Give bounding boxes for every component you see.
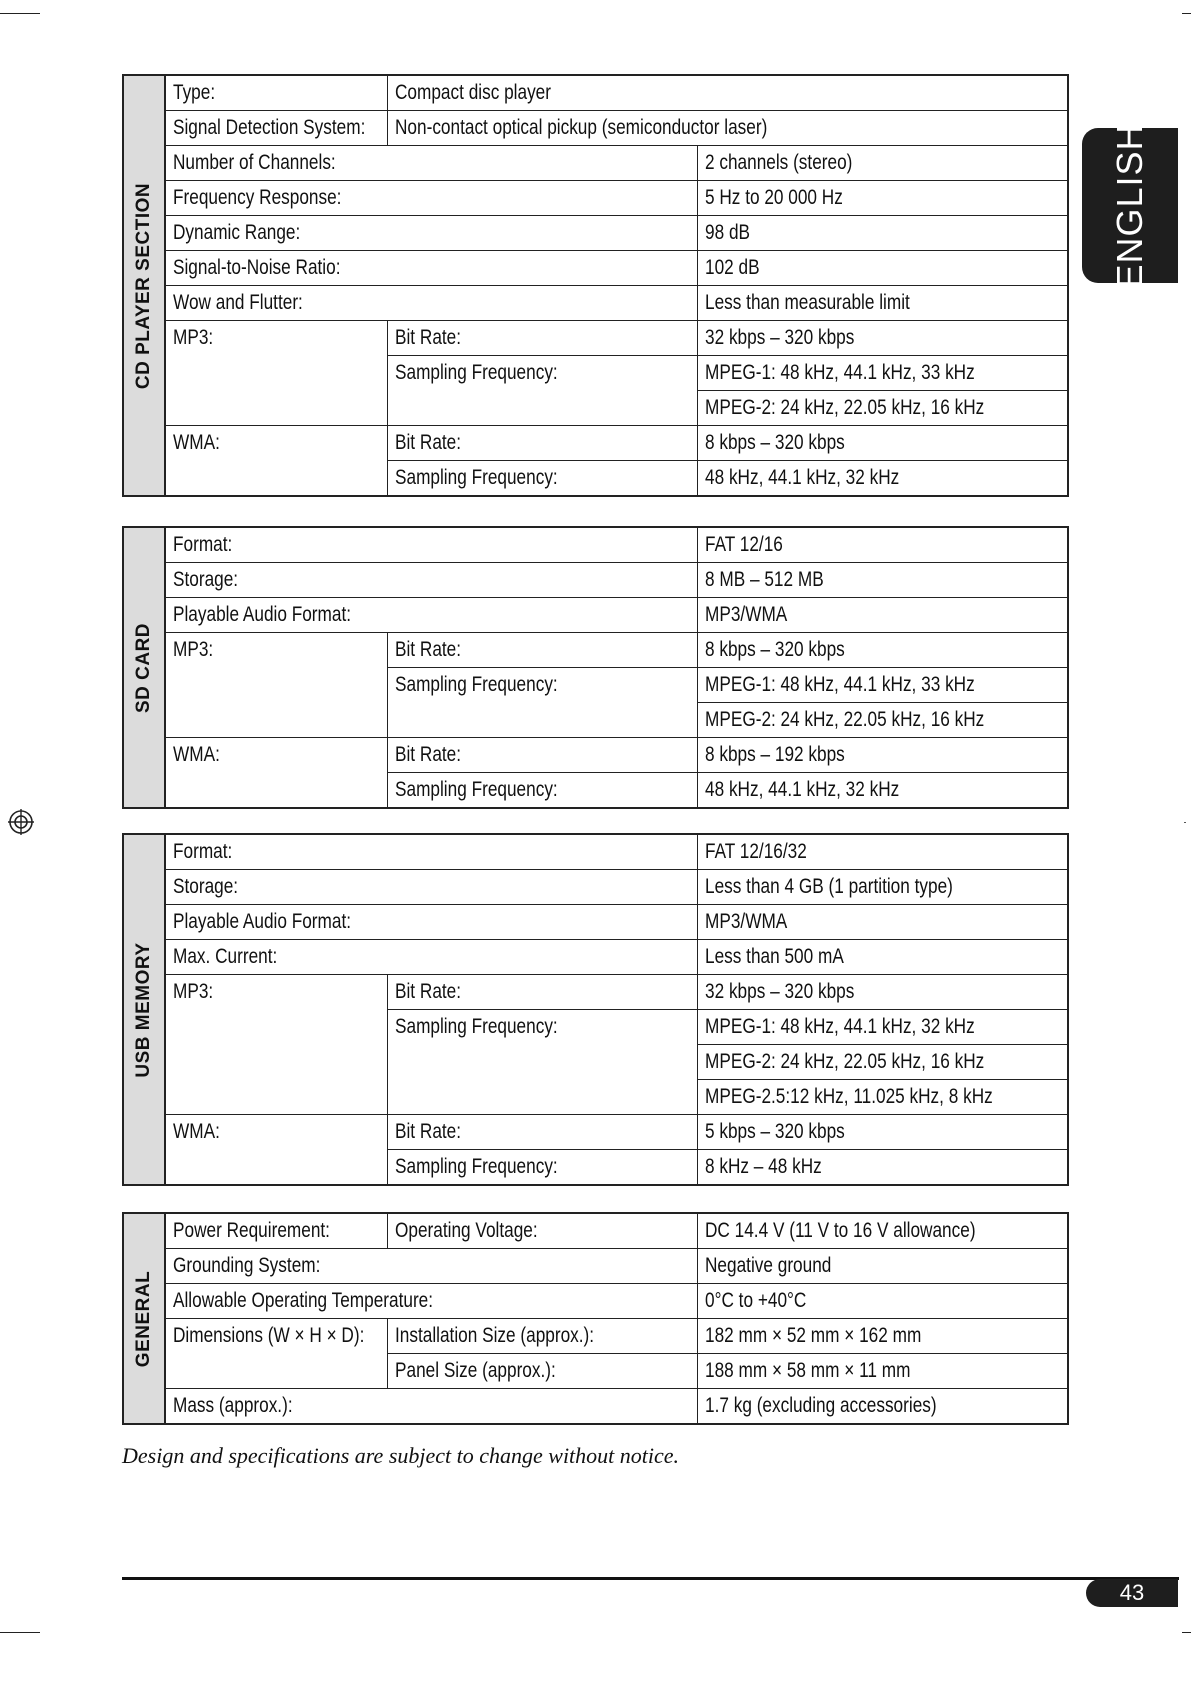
table-row <box>166 940 1067 975</box>
section-side-label <box>124 835 166 1184</box>
table-row <box>166 216 1067 251</box>
spec-value: 48 kHz, 44.1 kHz, 33 kHz <box>779 673 975 696</box>
crop-mark <box>1182 1632 1191 1633</box>
spec-value: MP3/WMA <box>704 603 787 626</box>
spec-sublabel: Sampling Frequency: <box>394 778 558 801</box>
table-row <box>166 181 1067 216</box>
spec-sublabel: Bit Rate: <box>394 326 461 349</box>
spec-value: DC 14.4 V (11 V to 16 V allowance) <box>704 1219 976 1242</box>
spec-label: WMA: <box>173 1120 220 1143</box>
section-title: CD PLAYER SECTION <box>133 182 154 389</box>
table-row <box>166 1284 1067 1319</box>
spec-label: Grounding System: <box>173 1254 321 1277</box>
spec-label: Storage: <box>173 568 239 591</box>
mpeg-key: MPEG-2: <box>704 708 776 731</box>
spec-value: 24 kHz, 22.05 kHz, 16 kHz <box>779 1050 984 1073</box>
spec-label: Mass (approx.): <box>173 1394 293 1417</box>
crop-mark <box>1182 13 1191 14</box>
spec-label: Number of Channels: <box>173 151 336 174</box>
spec-value: 8 kHz – 48 kHz <box>704 1155 822 1178</box>
spec-value: 48 kHz, 44.1 kHz, 32 kHz <box>779 1015 975 1038</box>
spec-label: Max. Current: <box>173 945 278 968</box>
section-side-label <box>124 76 166 495</box>
table-row <box>166 146 1067 181</box>
spec-label: Playable Audio Format: <box>173 603 352 626</box>
spec-table <box>166 835 1067 1184</box>
table-row <box>166 1115 1067 1150</box>
cd-player-section <box>122 74 1069 497</box>
spec-label: Dynamic Range: <box>173 221 301 244</box>
table-row <box>166 426 1067 461</box>
spec-value: 8 kbps – 192 kbps <box>704 743 845 766</box>
spec-label: MP3: <box>173 326 214 349</box>
table-row <box>166 111 1067 146</box>
table-row <box>166 1249 1067 1284</box>
spec-value: 32 kbps – 320 kbps <box>704 980 854 1003</box>
spec-label: WMA: <box>173 743 220 766</box>
spec-label: MP3: <box>173 638 214 661</box>
table-row <box>166 738 1067 773</box>
mpeg-key: MPEG-1: <box>704 673 776 696</box>
spec-value: 24 kHz, 22.05 kHz, 16 kHz <box>779 396 984 419</box>
spec-value: 32 kbps – 320 kbps <box>704 326 854 349</box>
section-title: GENERAL <box>133 1270 154 1367</box>
spec-sublabel: Bit Rate: <box>394 980 461 1003</box>
spec-label: MP3: <box>173 980 214 1003</box>
spec-table <box>166 1214 1067 1423</box>
spec-label: Signal-to-Noise Ratio: <box>173 256 341 279</box>
spec-label: Allowable Operating Temperature: <box>173 1289 434 1312</box>
spec-label: Dimensions (W × H × D): <box>173 1324 365 1347</box>
spec-sublabel: Sampling Frequency: <box>394 1155 558 1178</box>
page-number: 43 <box>1086 1579 1178 1607</box>
spec-label: Power Requirement: <box>173 1219 330 1242</box>
table-row <box>166 251 1067 286</box>
section-title: USB MEMORY <box>133 941 154 1078</box>
registration-mark-icon <box>8 809 34 835</box>
sd-card-section <box>122 526 1069 809</box>
section-side-label <box>124 1214 166 1423</box>
mpeg-key: MPEG-1: <box>704 361 776 384</box>
spec-value: 48 kHz, 44.1 kHz, 32 kHz <box>704 466 899 489</box>
spec-value: Negative ground <box>704 1254 831 1277</box>
language-tab-label: ENGLISH <box>1109 122 1150 289</box>
spec-value: 48 kHz, 44.1 kHz, 32 kHz <box>704 778 899 801</box>
spec-value: 0°C to +40°C <box>704 1289 806 1312</box>
spec-value: 8 kbps – 320 kbps <box>704 638 845 661</box>
table-row <box>166 76 1067 111</box>
spec-label: Storage: <box>173 875 239 898</box>
usb-memory-section <box>122 833 1069 1186</box>
spec-value: 1.7 kg (excluding accessories) <box>704 1394 937 1417</box>
spec-label: Wow and Flutter: <box>173 291 303 314</box>
spec-value: 102 dB <box>704 256 760 279</box>
table-row <box>166 975 1067 1010</box>
crop-mark <box>0 1632 40 1633</box>
mpeg-key: MPEG-2: <box>704 396 776 419</box>
spec-value: Less than 500 mA <box>704 945 844 968</box>
spec-sublabel: Bit Rate: <box>394 431 461 454</box>
spec-value: FAT 12/16 <box>704 533 783 556</box>
spec-value: Less than 4 GB (1 partition type) <box>704 875 953 898</box>
spec-sublabel: Bit Rate: <box>394 1120 461 1143</box>
general-section <box>122 1212 1069 1425</box>
spec-label: Format: <box>173 533 233 556</box>
spec-value: 8 MB – 512 MB <box>704 568 824 591</box>
spec-sublabel: Panel Size (approx.): <box>394 1359 556 1382</box>
spec-label: Frequency Response: <box>173 186 342 209</box>
table-row <box>166 870 1067 905</box>
spec-value: 5 kbps – 320 kbps <box>704 1120 845 1143</box>
mpeg-key: MPEG-2: <box>704 1050 776 1073</box>
spec-sublabel: Sampling Frequency: <box>394 1015 558 1038</box>
spec-label: WMA: <box>173 431 220 454</box>
table-row <box>166 835 1067 870</box>
spec-value: Compact disc player <box>394 81 551 104</box>
footer-rule <box>122 1577 1179 1580</box>
spec-label: Format: <box>173 840 233 863</box>
table-row <box>166 905 1067 940</box>
spec-value: 98 dB <box>704 221 750 244</box>
spec-label: Playable Audio Format: <box>173 910 352 933</box>
spec-value: Non-contact optical pickup (semiconductor laser) <box>394 116 767 139</box>
mpeg-key: MPEG-2.5: <box>704 1085 790 1108</box>
mpeg-key: MPEG-1: <box>704 1015 776 1038</box>
spec-sublabel: Operating Voltage: <box>394 1219 538 1242</box>
spec-sublabel: Sampling Frequency: <box>394 673 558 696</box>
table-row <box>166 563 1067 598</box>
section-title: SD CARD <box>133 622 154 713</box>
spec-value: 182 mm × 52 mm × 162 mm <box>704 1324 921 1347</box>
spec-sublabel: Sampling Frequency: <box>394 466 558 489</box>
spec-value: 24 kHz, 22.05 kHz, 16 kHz <box>779 708 984 731</box>
print-dot <box>1184 822 1186 823</box>
spec-value: Less than measurable limit <box>704 291 910 314</box>
spec-table <box>166 528 1067 807</box>
section-side-label <box>124 528 166 807</box>
table-row <box>166 528 1067 563</box>
table-row <box>166 598 1067 633</box>
spec-value: MP3/WMA <box>704 910 787 933</box>
spec-sublabel: Installation Size (approx.): <box>394 1324 594 1347</box>
spec-value: FAT 12/16/32 <box>704 840 807 863</box>
spec-value: 8 kbps – 320 kbps <box>704 431 845 454</box>
table-row <box>166 286 1067 321</box>
spec-sublabel: Sampling Frequency: <box>394 361 558 384</box>
spec-value: 188 mm × 58 mm × 11 mm <box>704 1359 910 1382</box>
table-row <box>166 1319 1067 1354</box>
table-row <box>166 1389 1067 1424</box>
spec-sublabel: Bit Rate: <box>394 743 461 766</box>
language-tab <box>1082 122 1178 289</box>
table-row <box>166 321 1067 356</box>
spec-value: 5 Hz to 20 000 Hz <box>704 186 843 209</box>
spec-value: 48 kHz, 44.1 kHz, 33 kHz <box>779 361 975 384</box>
table-row <box>166 1214 1067 1249</box>
spec-sublabel: Bit Rate: <box>394 638 461 661</box>
spec-table <box>166 76 1067 495</box>
spec-label: Type: <box>173 81 216 104</box>
disclaimer-note: Design and specifications are subject to change without notice. <box>122 1443 680 1468</box>
spec-value: 12 kHz, 11.025 kHz, 8 kHz <box>789 1085 993 1108</box>
crop-mark <box>0 13 40 14</box>
table-row <box>166 633 1067 668</box>
spec-value: 2 channels (stereo) <box>704 151 852 174</box>
spec-label: Signal Detection System: <box>173 116 366 139</box>
